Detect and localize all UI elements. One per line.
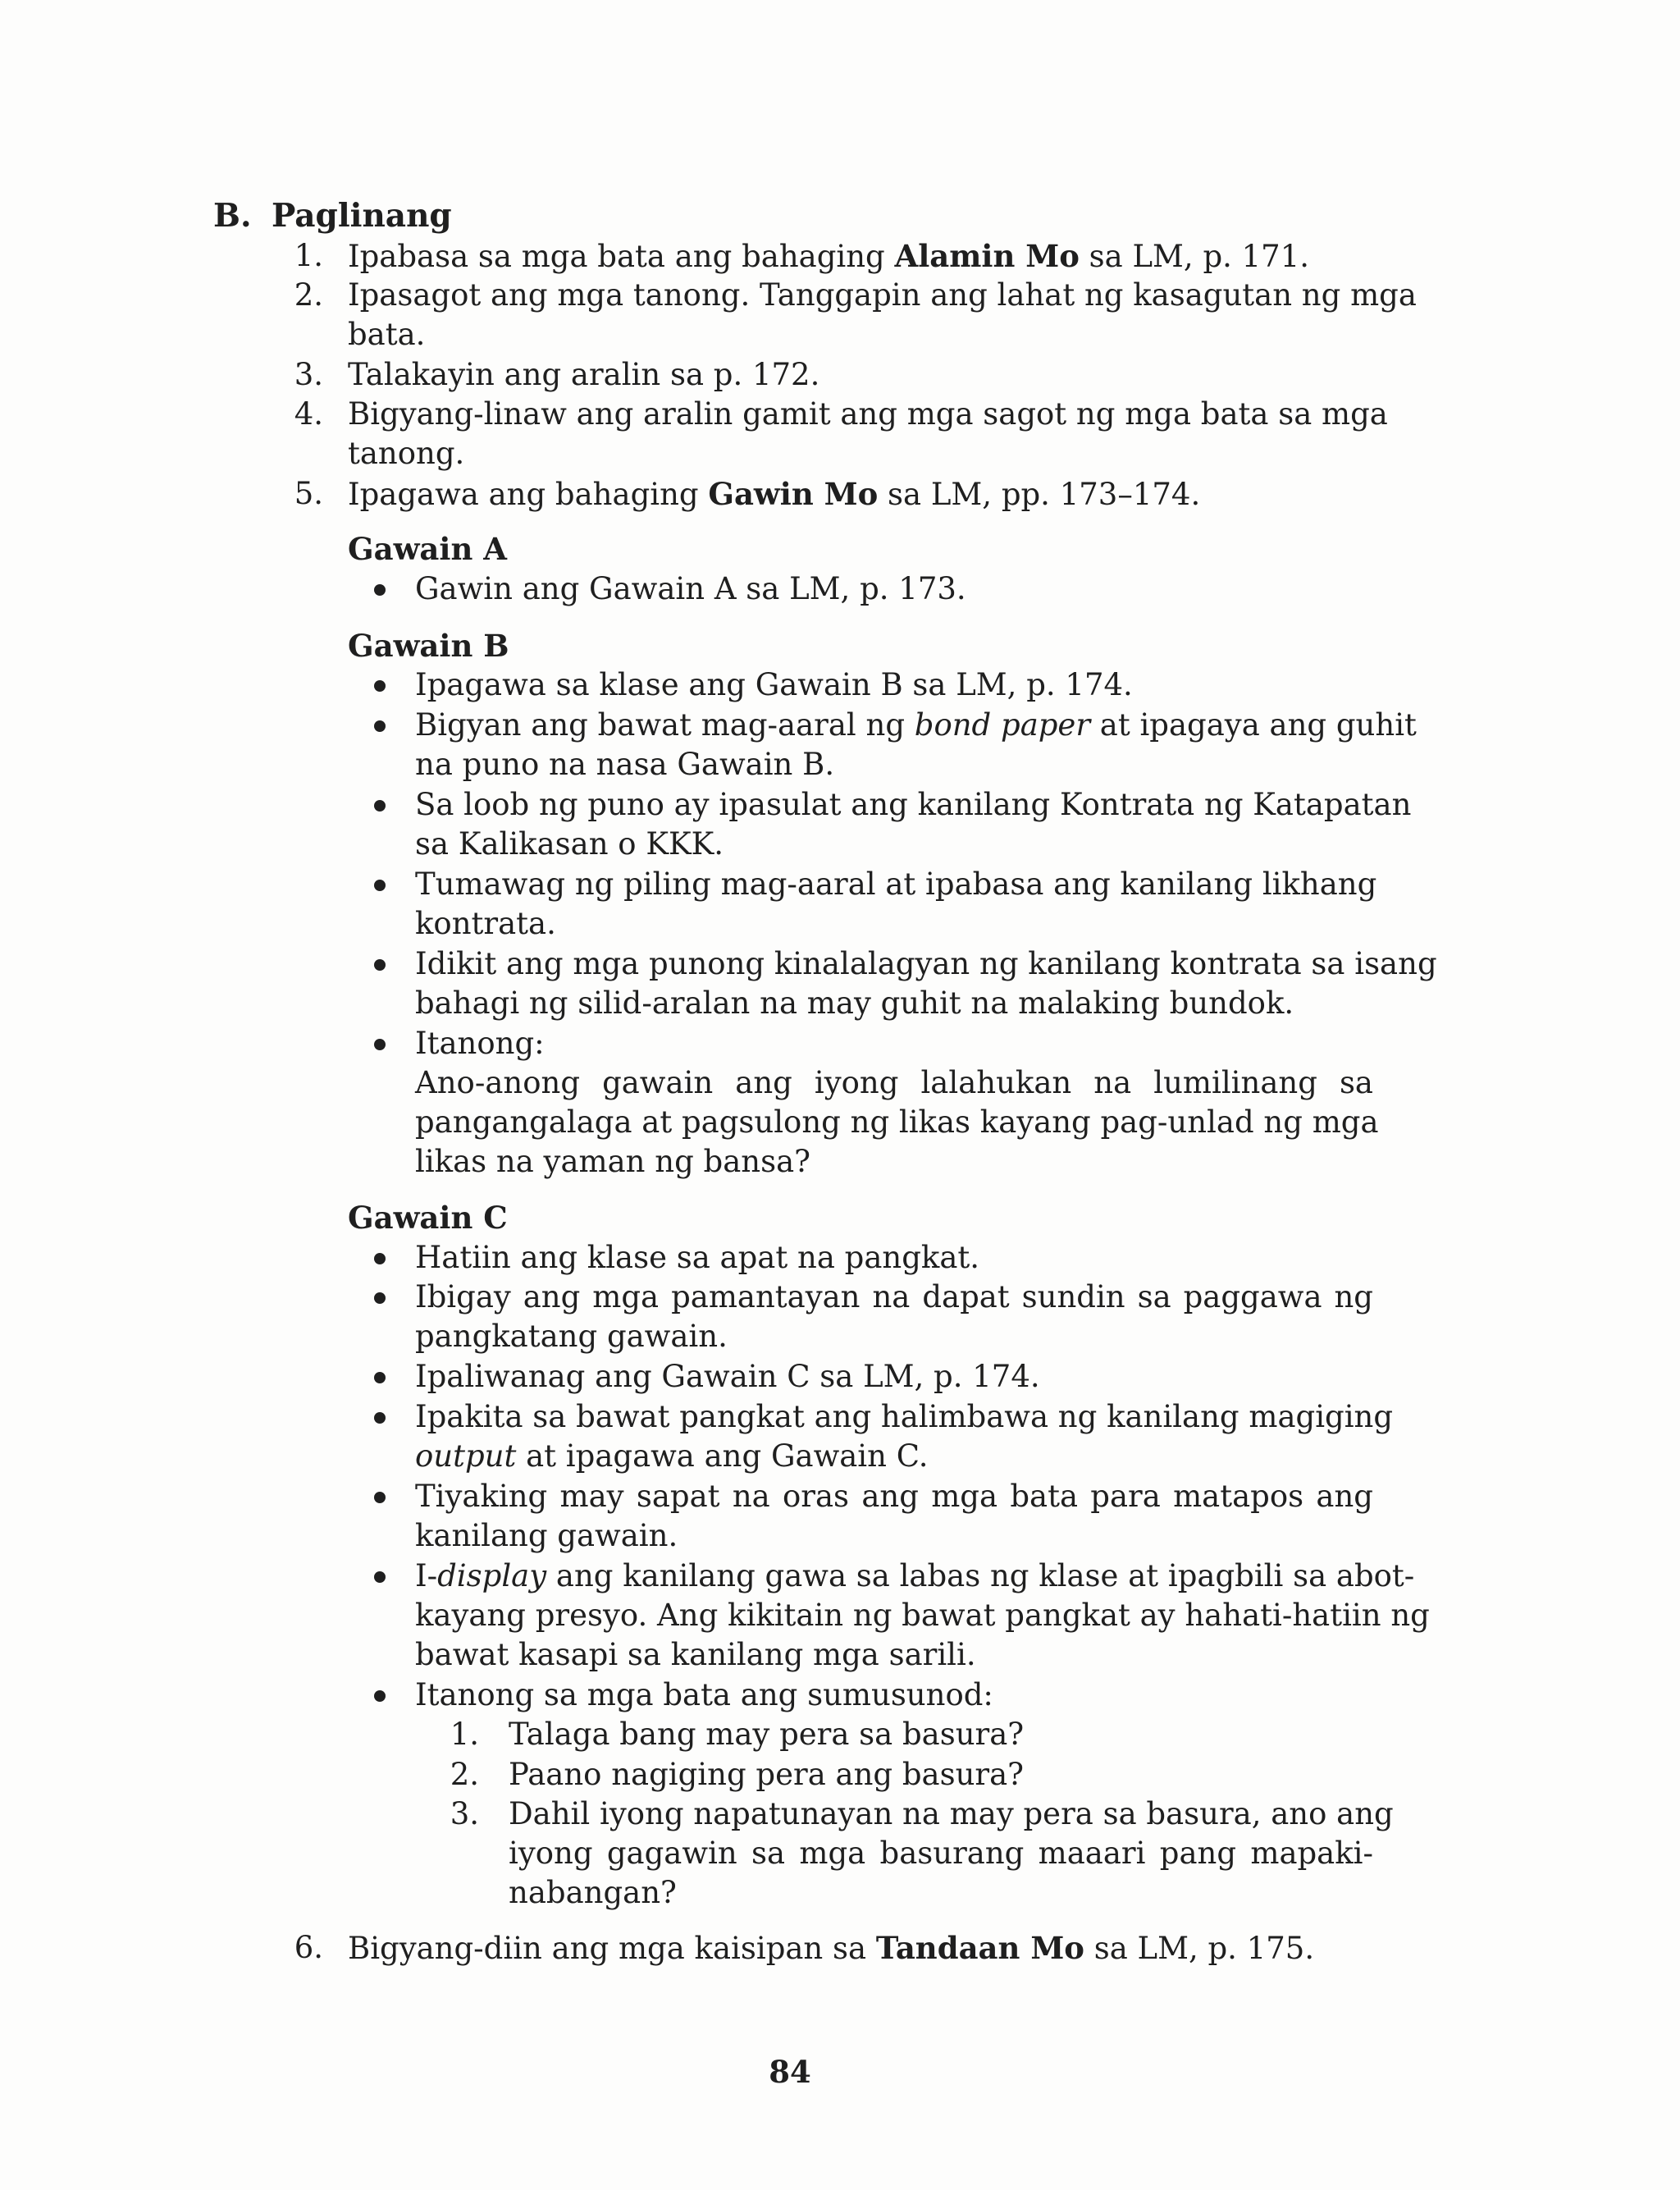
list-item-line: Bigyang-linaw ang aralin gamit ang mga sagot ng mga bata sa mga <box>348 396 1388 432</box>
sub-item: Talaga bang may pera sa basura? <box>509 1717 1025 1752</box>
gawain-c-title: Gawain C <box>348 1200 508 1236</box>
bullet-item-line: kontrata. <box>415 906 556 941</box>
bullet-item-line: output at ipagawa ang Gawain C. <box>415 1438 929 1474</box>
bullet-item-line: sa Kalikasan o KKK. <box>415 826 724 862</box>
bullet-icon <box>374 1412 386 1424</box>
bullet-item: Itanong sa mga bata ang sumusunod: <box>415 1677 993 1712</box>
bullet-icon <box>374 1492 386 1503</box>
page-number: 84 <box>769 2054 811 2090</box>
item-number: 1. <box>294 238 323 273</box>
sub-item-number: 2. <box>450 1757 479 1792</box>
bullet-icon <box>374 680 386 692</box>
list-item: Bigyang-diin ang mga kaisipan sa Tandaan Mo sa LM, p. 175. <box>348 1930 1315 1966</box>
bullet-item-line: likas na yaman ng bansa? <box>415 1144 810 1179</box>
list-item-line: bata. <box>348 317 426 352</box>
sub-item: Paano nagiging pera ang basura? <box>509 1757 1024 1792</box>
bullet-item: Ipagawa sa klase ang Gawain B sa LM, p. 174. <box>415 667 1133 702</box>
bullet-item-line: Ano-anong gawain ang iyong lalahukan na lumilinang sa <box>415 1065 1373 1100</box>
bullet-icon <box>374 1292 386 1304</box>
bullet-icon <box>374 584 386 596</box>
bullet-item-line: kanilang gawain. <box>415 1518 678 1553</box>
bullet-icon <box>374 1690 386 1702</box>
bullet-icon <box>374 1039 386 1050</box>
bullet-item-line: bawat kasapi sa kanilang mga sarili. <box>415 1637 976 1672</box>
bullet-item: Ipaliwanag ang Gawain C sa LM, p. 174. <box>415 1359 1040 1394</box>
list-item: Ipagawa ang bahaging Gawin Mo sa LM, pp. 173–174. <box>348 476 1201 512</box>
bullet-item-line: Tumawag ng piling mag-aaral at ipabasa ang kanilang likhang <box>415 866 1377 902</box>
bullet-item-line: na puno na nasa Gawain B. <box>415 747 835 782</box>
item-number: 5. <box>294 476 323 511</box>
bullet-icon <box>374 959 386 971</box>
bullet-icon <box>374 1372 386 1383</box>
section-letter: B. <box>213 197 252 235</box>
bullet-icon <box>374 800 386 812</box>
bullet-item-line: Itanong: <box>415 1026 545 1061</box>
item-number: 3. <box>294 357 323 392</box>
bullet-icon <box>374 720 386 732</box>
sub-item-number: 3. <box>450 1796 479 1831</box>
bullet-item-line: Ibigay ang mga pamantayan na dapat sundin sa paggawa ng <box>415 1279 1373 1314</box>
bullet-item-line: Bigyan ang bawat mag-aaral ng bond paper at ipagaya ang guhit <box>415 707 1417 743</box>
bullet-item-line: pangkatang gawain. <box>415 1319 728 1354</box>
item-number: 4. <box>294 396 323 432</box>
bullet-icon <box>374 1571 386 1583</box>
bullet-icon <box>374 1253 386 1264</box>
sub-item-number: 1. <box>450 1717 479 1752</box>
item-number: 6. <box>294 1930 323 1965</box>
list-item-line: tanong. <box>348 436 465 471</box>
sub-item-line: Dahil iyong napatunayan na may pera sa basura, ano ang <box>509 1796 1394 1831</box>
item-number: 2. <box>294 277 323 313</box>
bullet-item-line: Sa loob ng puno ay ipasulat ang kanilang Kontrata ng Katapatan <box>415 787 1412 822</box>
bullet-item-line: Idikit ang mga punong kinalalagyan ng kanilang kontrata sa isang <box>415 946 1437 981</box>
bullet-item: Gawin ang Gawain A sa LM, p. 173. <box>415 571 966 606</box>
section-title: Paglinang <box>272 197 452 235</box>
bullet-item-line: kayang presyo. Ang kikitain ng bawat pangkat ay hahati-hatiin ng <box>415 1598 1430 1633</box>
bullet-item-line: bahagi ng silid-aralan na may guhit na malaking bundok. <box>415 985 1294 1021</box>
gawain-b-title: Gawain B <box>348 628 509 664</box>
bullet-item-line: pangangalaga at pagsulong ng likas kayang pag-unlad ng mga <box>415 1104 1379 1140</box>
bullet-item-line: Ipakita sa bawat pangkat ang halimbawa ng kanilang magiging <box>415 1399 1394 1434</box>
bullet-item-line: I-display ang kanilang gawa sa labas ng klase at ipagbili sa abot- <box>415 1558 1415 1593</box>
bullet-item: Hatiin ang klase sa apat na pangkat. <box>415 1240 980 1275</box>
list-item: Talakayin ang aralin sa p. 172. <box>348 357 820 392</box>
bullet-icon <box>374 880 386 891</box>
list-item-line: Ipasagot ang mga tanong. Tanggapin ang lahat ng kasagutan ng mga <box>348 277 1417 313</box>
sub-item-line: iyong gagawin sa mga basurang maaari pang mapaki- <box>509 1836 1373 1871</box>
sub-item-line: nabangan? <box>509 1875 677 1910</box>
bullet-item-line: Tiyaking may sapat na oras ang mga bata para matapos ang <box>415 1479 1373 1514</box>
list-item: Ipabasa sa mga bata ang bahaging Alamin Mo sa LM, p. 171. <box>348 238 1310 274</box>
gawain-a-title: Gawain A <box>348 531 507 567</box>
